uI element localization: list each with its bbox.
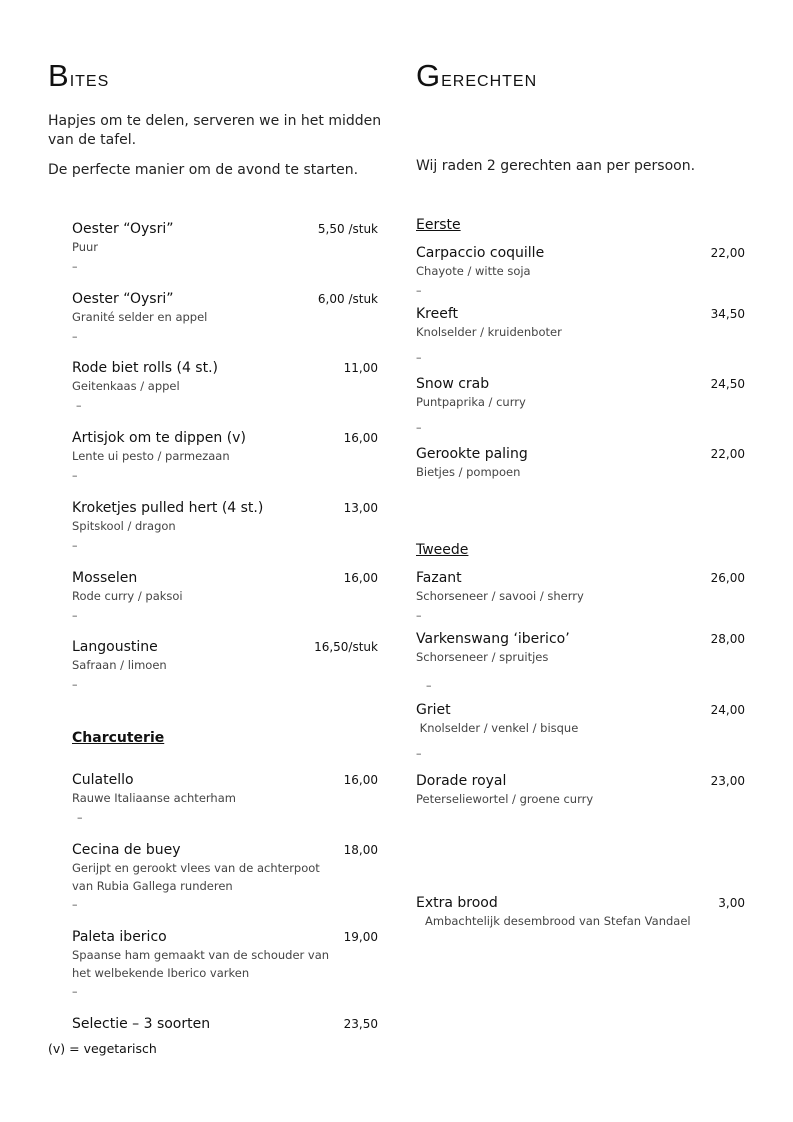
- item-separator: –: [72, 468, 78, 482]
- item-name: Cecina de buey: [72, 842, 181, 858]
- item-price: 24,00: [710, 703, 745, 717]
- item-name: Carpaccio coquille: [416, 245, 545, 261]
- item-description: Schorseneer / spruitjes: [416, 650, 549, 664]
- item-description: Safraan / limoen: [72, 658, 167, 672]
- item-description: Spaanse ham gemaakt van de schouder van het welbekende Iberico varken: [72, 948, 330, 980]
- bites-heading: Bites: [48, 58, 110, 93]
- item-description: Granité selder en appel: [72, 310, 208, 324]
- menu-item: [416, 569, 676, 623]
- item-separator: –: [72, 985, 78, 998]
- menu-item: [72, 638, 332, 692]
- item-price: 16,50/stuk: [314, 640, 378, 654]
- item-price: 3,00: [718, 896, 745, 910]
- item-price: 11,00: [343, 361, 378, 375]
- menu-item: [72, 771, 342, 825]
- item-price: 23,00: [710, 774, 745, 788]
- item-name: Dorade royal: [416, 773, 507, 789]
- item-description: Geitenkaas / appel: [72, 379, 180, 393]
- item-name: Selectie – 3 soorten: [72, 1016, 211, 1032]
- menu-item: [416, 244, 676, 298]
- item-name: Culatello: [72, 772, 134, 788]
- menu-item: [416, 305, 676, 365]
- item-name: Snow crab: [416, 376, 490, 392]
- item-separator: –: [416, 420, 422, 434]
- menu-item: [416, 772, 676, 809]
- item-separator: –: [72, 259, 78, 273]
- item-description: Rauwe Italiaanse achterham: [72, 791, 236, 805]
- item-separator: –: [72, 608, 78, 622]
- item-description: Ambachtelijk desembrood van Stefan Vandael: [425, 914, 691, 928]
- menu-item: [72, 359, 332, 413]
- item-name: Oester “Oysri”: [72, 291, 174, 307]
- item-price: 22,00: [710, 447, 745, 461]
- item-description: Puntpaprika / curry: [416, 395, 526, 409]
- section-charcuterie: Charcuterie: [72, 730, 165, 746]
- item-price: 16,00: [343, 773, 378, 787]
- item-price: 28,00: [710, 632, 745, 646]
- item-name: Langoustine: [72, 639, 158, 655]
- item-price: 26,00: [710, 571, 745, 585]
- menu-item: [416, 445, 676, 482]
- item-price: 6,00 /stuk: [317, 292, 378, 306]
- item-name: Gerookte paling: [416, 446, 528, 462]
- menu-item: [416, 630, 676, 693]
- item-separator: –: [416, 608, 422, 622]
- item-price: 19,00: [343, 930, 378, 944]
- item-price: 16,00: [343, 431, 378, 445]
- item-description: Peterseliewortel / groene curry: [416, 792, 594, 806]
- item-description: Knolselder / kruidenboter: [416, 325, 562, 339]
- section-tweede: Tweede: [416, 542, 469, 558]
- vegetarian-footnote: (v) = vegetarisch: [48, 1041, 157, 1056]
- item-price: 13,00: [343, 501, 378, 515]
- item-price: 5,50 /stuk: [317, 222, 378, 236]
- item-separator: –: [416, 746, 422, 760]
- menu-item: [72, 220, 332, 274]
- item-separator: –: [72, 677, 78, 691]
- item-price: 24,50: [710, 377, 745, 391]
- item-description: Puur: [72, 240, 99, 254]
- menu-item: [72, 569, 332, 623]
- item-description: Spitskool / dragon: [72, 519, 176, 533]
- item-price: 16,00: [343, 571, 378, 585]
- item-separator: –: [72, 898, 78, 911]
- menu-item: [72, 928, 347, 999]
- item-description: Bietjes / pompoen: [416, 465, 521, 479]
- item-name: Oester “Oysri”: [72, 221, 174, 237]
- item-price: 18,00: [343, 843, 378, 857]
- item-name: Griet: [416, 702, 451, 718]
- item-name: Mosselen: [72, 570, 138, 586]
- menu-item: [72, 499, 332, 553]
- bites-intro: Hapjes om te delen, serveren we in het midden van de tafel.: [48, 113, 382, 148]
- gerechten-intro: Wij raden 2 gerechten aan per persoon.: [416, 158, 696, 174]
- item-name: Kroketjes pulled hert (4 st.): [72, 500, 264, 516]
- item-separator: –: [72, 329, 78, 343]
- item-separator: –: [76, 398, 82, 412]
- item-name: Paleta iberico: [72, 929, 167, 945]
- item-name: Rode biet rolls (4 st.): [72, 360, 218, 376]
- menu-item: [416, 375, 676, 435]
- menu-item: [72, 841, 342, 912]
- item-separator: –: [426, 678, 432, 692]
- menu-item: [72, 290, 332, 344]
- section-eerste: Eerste: [416, 217, 461, 233]
- menu-item: [72, 429, 332, 483]
- item-separator: –: [416, 283, 422, 297]
- item-description: Chayote / witte soja: [416, 264, 531, 278]
- item-separator: –: [416, 350, 422, 364]
- item-description: Schorseneer / savooi / sherry: [416, 589, 584, 603]
- item-name: Artisjok om te dippen (v): [72, 430, 246, 446]
- item-name: Extra brood: [416, 895, 498, 911]
- item-price: 34,50: [710, 307, 745, 321]
- menu-item: [416, 701, 676, 761]
- item-price: 22,00: [710, 246, 745, 260]
- menu-item: [72, 1015, 332, 1033]
- item-separator: –: [72, 538, 78, 552]
- item-price: 23,50: [343, 1017, 378, 1031]
- item-name: Fazant: [416, 570, 462, 586]
- bites-intro-2: De perfecte manier om de avond te starten.: [48, 162, 359, 178]
- item-description: Knolselder / venkel / bisque: [416, 721, 579, 735]
- gerechten-heading: Gerechten: [416, 58, 538, 93]
- item-description: Lente ui pesto / parmezaan: [72, 449, 230, 463]
- item-description: Rode curry / paksoi: [72, 589, 183, 603]
- item-name: Varkenswang ‘iberico’: [416, 631, 570, 647]
- menu-item: [416, 894, 716, 931]
- item-name: Kreeft: [416, 306, 459, 322]
- item-description: Gerijpt en gerookt vlees van de achterpoot van Rubia Gallega runderen: [72, 861, 320, 893]
- item-separator: –: [77, 810, 83, 824]
